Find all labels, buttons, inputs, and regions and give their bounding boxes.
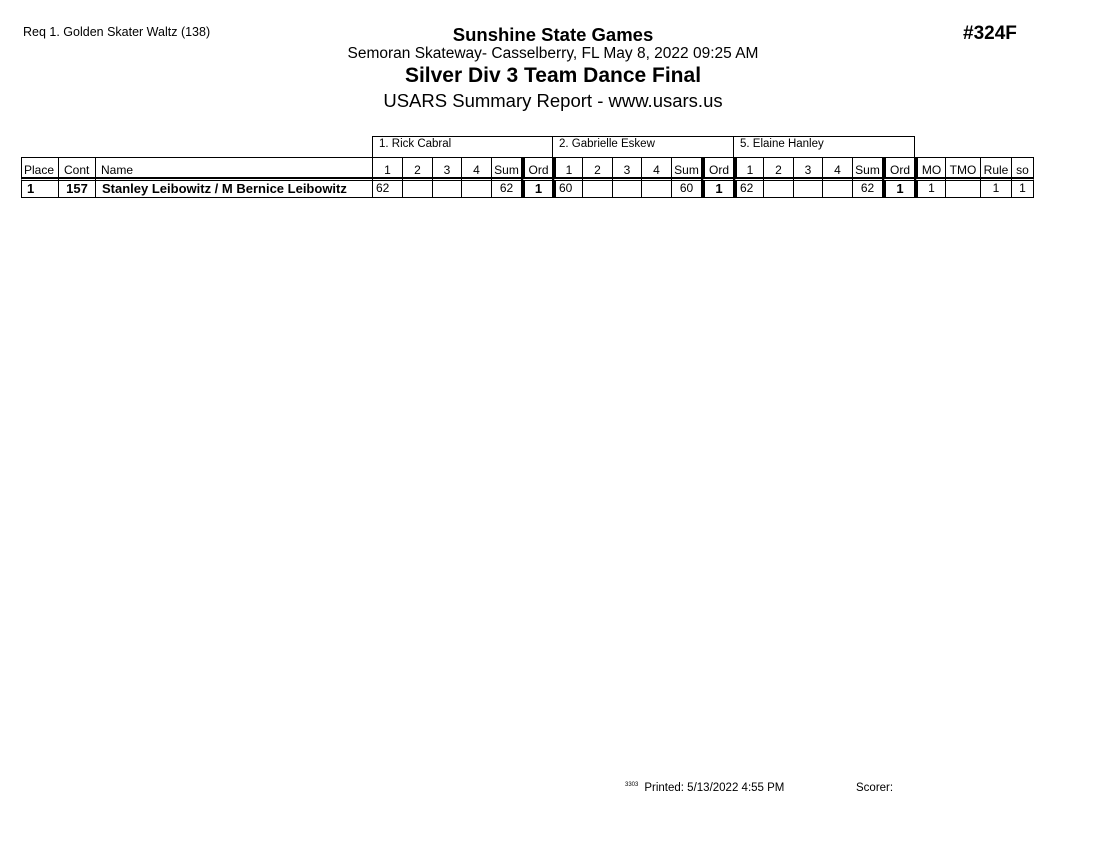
j1-sum: 62	[491, 178, 522, 198]
col-header-tmo: TMO	[945, 157, 981, 178]
j3-score-3	[793, 178, 823, 198]
venue-date-line: Semoran Skateway- Casselberry, FL May 8, 2022 09:25 AM	[347, 45, 759, 62]
j2-col-4: 4	[641, 157, 672, 178]
j2-col-sum: Sum	[671, 157, 702, 178]
col-header-cont: Cont	[58, 157, 96, 178]
cell-place: 1	[21, 178, 59, 198]
j3-col-2: 2	[763, 157, 794, 178]
j1-score-4	[461, 178, 492, 198]
j2-col-ord: Ord	[701, 157, 734, 178]
j3-col-3: 3	[793, 157, 823, 178]
printed-timestamp: Printed: 5/13/2022 4:55 PM	[644, 782, 785, 794]
footer-code: 3303	[625, 782, 639, 788]
col-header-name: Name	[95, 157, 373, 178]
j1-score-3	[432, 178, 462, 198]
cell-so: 1	[1011, 178, 1034, 198]
j1-score-2	[402, 178, 433, 198]
j2-col-2: 2	[582, 157, 613, 178]
j1-ord: 1	[521, 178, 553, 198]
j1-col-2: 2	[402, 157, 433, 178]
j1-col-ord: Ord	[521, 157, 553, 178]
cell-mo: 1	[914, 178, 946, 198]
j2-col-1: 1	[552, 157, 583, 178]
j3-sum: 62	[852, 178, 883, 198]
j2-score-3	[612, 178, 642, 198]
j3-col-4: 4	[822, 157, 853, 178]
cell-tmo	[945, 178, 981, 198]
j2-sum: 60	[671, 178, 702, 198]
j3-score-1: 62	[733, 178, 764, 198]
j1-col-4: 4	[461, 157, 492, 178]
col-header-so: so	[1011, 157, 1034, 178]
j3-score-4	[822, 178, 853, 198]
col-header-mo: MO	[914, 157, 946, 178]
j3-col-1: 1	[733, 157, 764, 178]
j2-score-2	[582, 178, 613, 198]
j3-ord: 1	[882, 178, 915, 198]
cell-rule: 1	[980, 178, 1012, 198]
request-label: Req 1. Golden Skater Waltz (138)	[23, 25, 211, 39]
cell-cont: 157	[58, 178, 96, 198]
j1-score-1: 62	[372, 178, 403, 198]
j2-score-4	[641, 178, 672, 198]
j1-col-3: 3	[432, 157, 462, 178]
report-title: USARS Summary Report - www.usars.us	[383, 90, 723, 111]
footer-printed	[625, 782, 784, 794]
scorer-label: Scorer:	[856, 782, 894, 794]
judge-header-2: 2. Gabrielle Eskew	[552, 136, 734, 158]
judge-header-3: 5. Elaine Hanley	[733, 136, 915, 158]
j2-ord: 1	[701, 178, 734, 198]
judge-header-1: 1. Rick Cabral	[372, 136, 553, 158]
col-header-place: Place	[21, 157, 59, 178]
j2-col-3: 3	[612, 157, 642, 178]
j3-col-sum: Sum	[852, 157, 883, 178]
event-title: Sunshine State Games	[452, 24, 654, 45]
j3-col-ord: Ord	[882, 157, 915, 178]
event-number: #324F	[963, 23, 1017, 44]
cell-name: Stanley Leibowitz / M Bernice Leibowitz	[95, 178, 373, 198]
j3-score-2	[763, 178, 794, 198]
j2-score-1: 60	[552, 178, 583, 198]
division-title: Silver Div 3 Team Dance Final	[404, 64, 702, 87]
col-header-rule: Rule	[980, 157, 1012, 178]
j1-col-1: 1	[372, 157, 403, 178]
j1-col-sum: Sum	[491, 157, 522, 178]
